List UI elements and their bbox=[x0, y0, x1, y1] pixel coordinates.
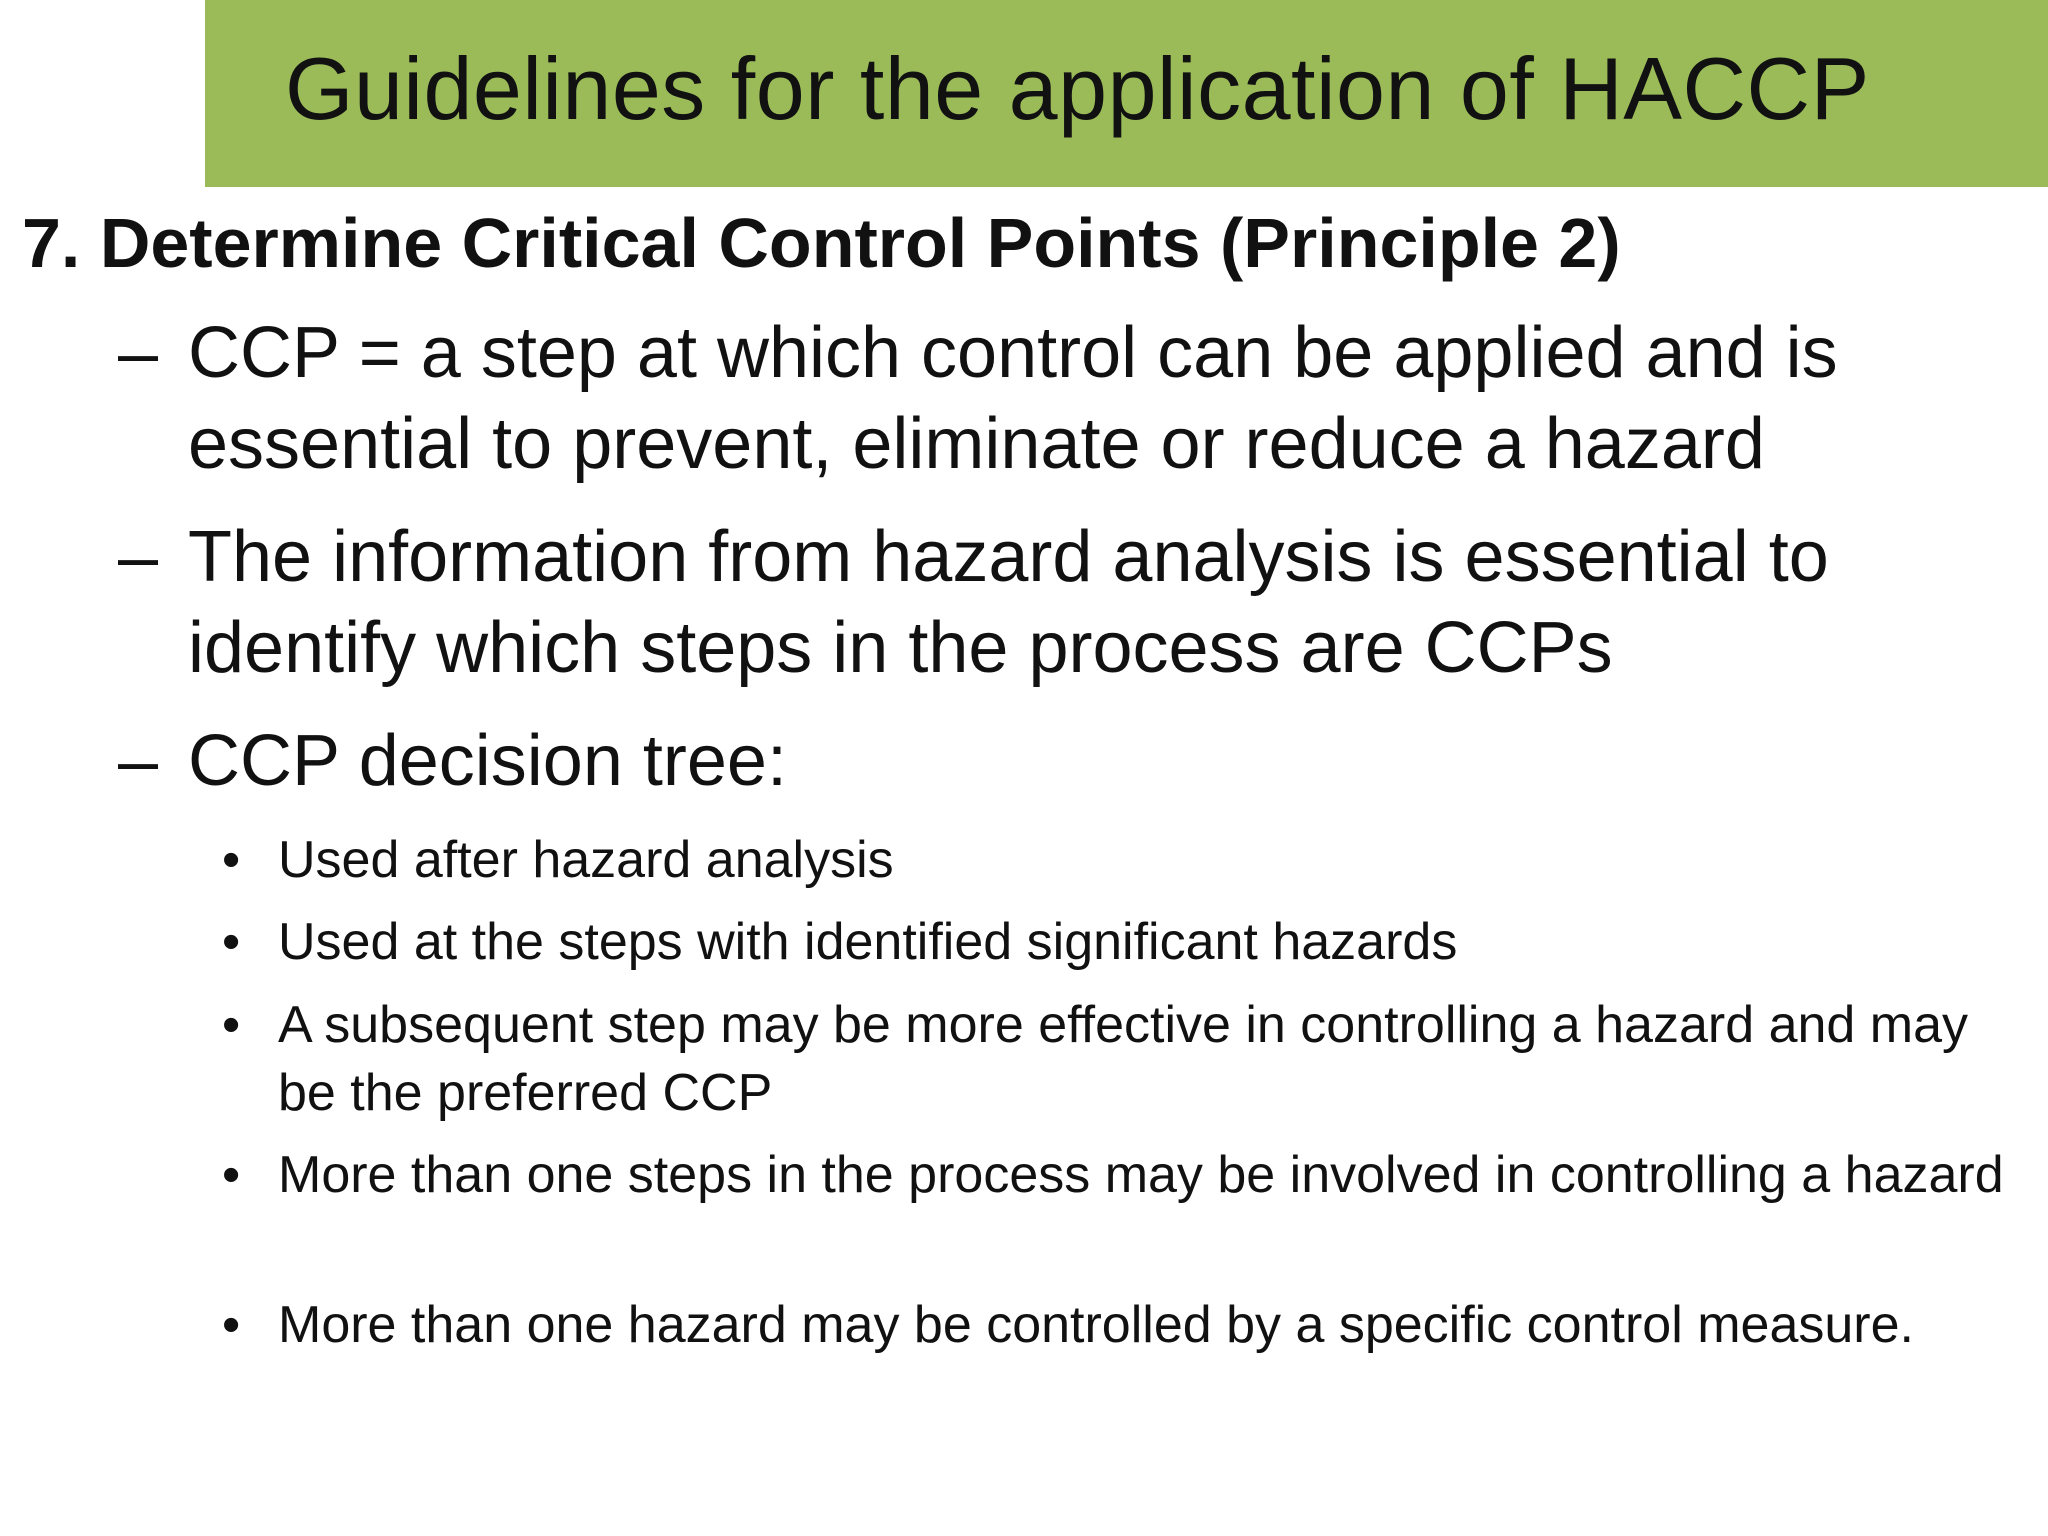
dash-bullet-icon: – bbox=[118, 517, 159, 597]
bullet-item-text: Used after hazard analysis bbox=[278, 831, 894, 889]
bullet-item-text: A subsequent step may be more effective in controlling a hazard and may be the preferred CCP bbox=[278, 996, 1969, 1122]
title-bar bbox=[205, 0, 2048, 187]
bullet-item bbox=[222, 826, 2022, 894]
bullet-item bbox=[222, 1291, 2022, 1359]
bullet-item-text: More than one steps in the process may be involved in controlling a hazard bbox=[278, 1146, 2004, 1204]
dash-item-text: The information from hazard analysis is essential to identify which steps in the process are CCPs bbox=[188, 517, 1829, 688]
bullet-item-text: Used at the steps with identified significant hazards bbox=[278, 913, 1458, 971]
dash-item-hazard-analysis-info bbox=[118, 512, 1998, 694]
dash-bullet-icon: – bbox=[118, 313, 159, 393]
dash-bullet-icon: – bbox=[118, 721, 159, 801]
dash-item-text: CCP = a step at which control can be applied and is essential to prevent, eliminate or reduce a hazard bbox=[188, 313, 1838, 484]
bullet-dot-icon: • bbox=[222, 1296, 241, 1354]
bullet-item bbox=[222, 991, 2022, 1127]
slide-title: Guidelines for the application of HACCP bbox=[285, 39, 1870, 138]
bullet-dot-icon: • bbox=[222, 996, 241, 1054]
bullet-item bbox=[222, 908, 2022, 976]
dash-item-ccp-definition bbox=[118, 308, 1998, 490]
bullet-dot-icon: • bbox=[222, 913, 241, 971]
section-heading: 7. Determine Critical Control Points (Principle 2) bbox=[22, 204, 1621, 282]
bullet-dot-icon: • bbox=[222, 1146, 241, 1204]
dash-item-decision-tree bbox=[118, 716, 1998, 807]
bullet-item-text: More than one hazard may be controlled by a specific control measure. bbox=[278, 1296, 1914, 1354]
bullet-dot-icon: • bbox=[222, 831, 241, 889]
dash-item-text: CCP decision tree: bbox=[188, 721, 787, 801]
bullet-item bbox=[222, 1141, 2022, 1209]
